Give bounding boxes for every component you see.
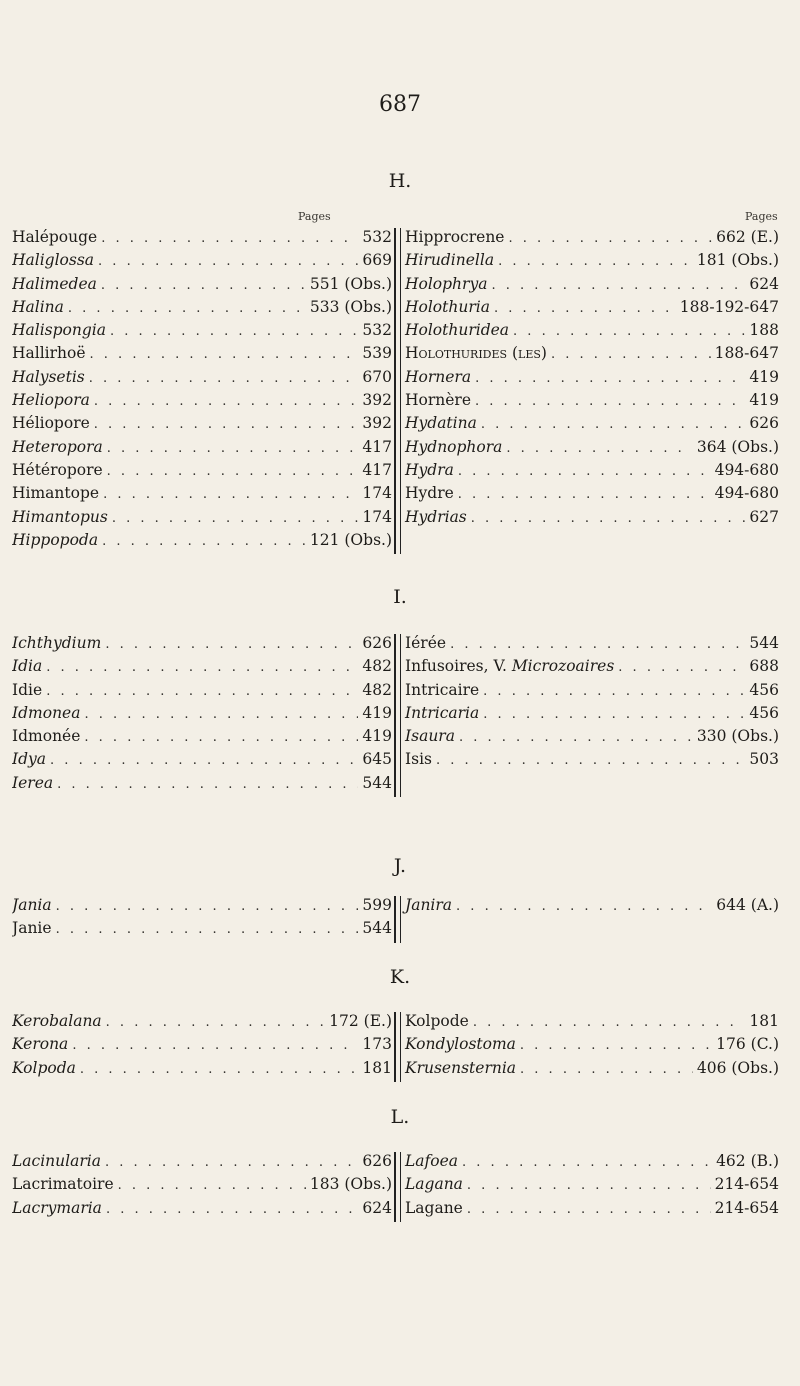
dot-leader xyxy=(508,231,712,246)
entry-term-text: Lafoea xyxy=(405,1152,459,1170)
entry-term-text: Iérée xyxy=(405,634,447,652)
entry-term xyxy=(12,298,64,316)
index-entry xyxy=(401,1035,781,1058)
entry-term-text: Halimedea xyxy=(12,274,97,293)
index-entry xyxy=(401,1199,781,1222)
entry-term-text: Himantope xyxy=(12,484,100,503)
entry-term xyxy=(12,681,42,699)
index-entry xyxy=(401,484,781,507)
page-reference: 181 xyxy=(362,1058,392,1077)
column-head-pages-left: Pages xyxy=(298,210,331,223)
index-entry xyxy=(401,750,781,773)
index-entry xyxy=(401,344,781,367)
page-reference: 662 (E.) xyxy=(716,228,779,246)
entry-term xyxy=(405,508,467,526)
entry-term-text: Hornera xyxy=(405,367,472,386)
index-entry xyxy=(12,484,394,507)
column-head-pages-right: Pages xyxy=(745,210,778,223)
dot-leader xyxy=(475,371,745,386)
entry-term-text: Halysetis xyxy=(12,367,85,386)
entry-term xyxy=(12,251,94,269)
dot-leader xyxy=(475,394,745,409)
dot-leader xyxy=(450,637,745,652)
page-reference: 688 xyxy=(749,657,779,676)
page-reference: 544 xyxy=(362,919,392,938)
dot-leader xyxy=(520,1038,712,1053)
entry-term xyxy=(405,1152,458,1170)
entry-term-text: Hydatina xyxy=(405,414,477,433)
entry-term-text: Halispongia xyxy=(12,321,106,340)
index-entry xyxy=(12,1059,394,1082)
page-reference: 626 xyxy=(749,414,779,433)
index-column-right xyxy=(400,634,781,797)
entry-term-text: Halépouge xyxy=(12,228,98,246)
dot-leader xyxy=(56,899,359,914)
index-entry xyxy=(401,251,781,274)
entry-term-text: Hydrias xyxy=(405,507,467,526)
page-reference: 456 xyxy=(749,703,779,722)
entry-term xyxy=(405,344,547,362)
dot-leader xyxy=(90,347,359,362)
dot-leader xyxy=(105,637,358,652)
entry-term-text: Kondylostoma xyxy=(405,1035,516,1054)
entry-term xyxy=(12,275,97,293)
section-letter-k: K. xyxy=(389,966,411,988)
entry-term-text: Heliopora xyxy=(12,391,90,410)
index-entry xyxy=(401,634,781,657)
entry-term xyxy=(405,298,490,316)
entry-term xyxy=(12,896,52,914)
index-entry xyxy=(401,1152,781,1175)
page-reference: 599 xyxy=(362,896,392,914)
entry-term xyxy=(12,391,90,409)
entry-term xyxy=(405,727,455,745)
index-entry xyxy=(12,368,394,391)
page-reference: 392 xyxy=(362,414,392,433)
page-reference: 176 (C.) xyxy=(716,1035,779,1054)
dot-leader xyxy=(483,707,745,722)
entry-term-text: Jania xyxy=(12,896,52,914)
page-reference: 330 (Obs.) xyxy=(696,727,779,746)
dot-leader xyxy=(118,1178,306,1193)
dot-leader xyxy=(459,730,693,745)
dot-leader xyxy=(80,1062,359,1077)
dot-leader xyxy=(618,660,745,675)
index-entry xyxy=(12,750,394,773)
page-reference: 188-192-647 xyxy=(679,297,779,316)
dot-leader xyxy=(94,417,359,432)
page-number: 687 xyxy=(379,92,421,117)
page-reference: 669 xyxy=(362,251,392,270)
page-reference: 544 xyxy=(749,634,779,652)
entry-term xyxy=(12,414,90,432)
index-entry xyxy=(12,391,394,414)
entry-term xyxy=(12,919,52,937)
entry-term xyxy=(12,657,42,675)
entry-term xyxy=(12,508,108,526)
dot-leader xyxy=(103,487,358,502)
index-column-left xyxy=(12,896,394,943)
entry-term-text: Lagana xyxy=(405,1175,463,1194)
entry-term xyxy=(405,657,614,675)
dot-leader xyxy=(112,511,359,526)
entry-term xyxy=(12,228,97,246)
index-entry xyxy=(401,414,781,437)
dot-leader xyxy=(471,511,746,526)
page-reference: 183 (Obs.) xyxy=(309,1175,392,1194)
entry-term xyxy=(12,1059,76,1077)
index-entry xyxy=(401,321,781,344)
dot-leader xyxy=(68,301,306,316)
index-entry xyxy=(401,275,781,298)
column-divider xyxy=(394,634,396,797)
page-reference: 419 xyxy=(362,703,392,722)
page-reference: 174 xyxy=(362,507,392,526)
dot-leader xyxy=(462,1155,712,1170)
entry-term-text: Isaura xyxy=(405,727,455,746)
entry-term-text: Intricaire xyxy=(405,680,480,699)
page-reference: 627 xyxy=(749,507,779,526)
entry-term xyxy=(12,344,86,362)
page-reference: 364 (Obs.) xyxy=(696,437,779,456)
column-divider xyxy=(394,1152,396,1222)
dot-leader xyxy=(89,371,359,386)
entry-term-text: Kolpoda xyxy=(12,1058,76,1077)
page-reference: 544 xyxy=(362,773,392,792)
dot-leader xyxy=(467,1202,711,1217)
page-reference: 482 xyxy=(362,680,392,699)
index-entry xyxy=(12,228,394,251)
index-entry xyxy=(12,1035,394,1058)
index-entry xyxy=(12,298,394,321)
dot-leader xyxy=(101,231,358,246)
index-column-right xyxy=(400,1152,781,1222)
page-reference: 417 xyxy=(362,460,392,479)
entry-term-text: Himantopus xyxy=(12,507,108,526)
entry-term xyxy=(12,438,103,456)
index-entry xyxy=(401,657,781,680)
dot-leader xyxy=(105,1155,358,1170)
page-reference: 181 (Obs.) xyxy=(696,251,779,270)
index-entry xyxy=(12,321,394,344)
dot-leader xyxy=(506,441,692,456)
dot-leader xyxy=(106,1202,358,1217)
dot-leader xyxy=(456,899,712,914)
index-entry xyxy=(12,634,394,657)
entry-term xyxy=(12,774,53,792)
page-reference: 121 (Obs.) xyxy=(309,530,392,549)
entry-term-text: Haliglossa xyxy=(12,251,95,270)
entry-term-text: Isis xyxy=(405,750,432,769)
index-entry xyxy=(12,919,394,942)
entry-term xyxy=(405,368,471,386)
index-column-right xyxy=(400,228,781,554)
column-divider xyxy=(394,228,396,554)
index-entry xyxy=(401,438,781,461)
entry-term xyxy=(12,704,80,722)
entry-term xyxy=(12,1152,101,1170)
index-entry xyxy=(401,298,781,321)
entry-term xyxy=(12,461,103,479)
entry-term xyxy=(12,750,46,768)
dot-leader xyxy=(467,1178,711,1193)
section-letter-j: J. xyxy=(393,855,407,877)
entry-term-text: Lacinularia xyxy=(12,1152,101,1170)
index-entry xyxy=(401,391,781,414)
dot-leader xyxy=(50,753,358,768)
page-reference: 174 xyxy=(362,484,392,503)
entry-term-text: Hirudinella xyxy=(405,251,495,270)
index-column-left xyxy=(12,1012,394,1082)
dot-leader xyxy=(102,534,306,549)
index-entry xyxy=(401,228,781,251)
entry-term xyxy=(12,484,99,502)
entry-term-text: Hippopoda xyxy=(12,530,99,549)
entry-term-text: Héliopore xyxy=(12,414,90,433)
entry-term-text: Hétéropore xyxy=(12,460,103,479)
index-entry xyxy=(12,414,394,437)
page-reference: 172 (E.) xyxy=(329,1012,392,1030)
page-reference: 626 xyxy=(362,1152,392,1170)
page-reference: 644 (A.) xyxy=(716,896,779,914)
entry-term-crossref: Microzoaires xyxy=(511,657,615,676)
index-entry xyxy=(401,727,781,750)
entry-term xyxy=(405,634,446,652)
entry-term-text: Idia xyxy=(12,657,43,676)
entry-term xyxy=(405,251,494,269)
section-letter-l: L. xyxy=(390,1106,410,1128)
entry-term-text: Idya xyxy=(12,750,47,769)
entry-term xyxy=(405,1035,516,1053)
page-reference: 419 xyxy=(749,391,779,410)
entry-term xyxy=(405,438,502,456)
entry-term-text: Holophrya xyxy=(405,274,488,293)
dot-leader xyxy=(72,1038,358,1053)
dot-leader xyxy=(551,347,711,362)
entry-term-text: Hipprocrene xyxy=(405,228,505,246)
entry-term xyxy=(405,1199,463,1217)
entry-term xyxy=(12,321,106,339)
entry-term-text: Kerona xyxy=(12,1035,69,1054)
section-letter-i: I. xyxy=(393,586,407,608)
entry-term-text: Janie xyxy=(12,919,52,938)
entry-term xyxy=(405,1012,469,1030)
page-reference: 533 (Obs.) xyxy=(309,297,392,316)
index-entry xyxy=(12,1152,394,1175)
index-entry xyxy=(12,251,394,274)
page-reference: 532 xyxy=(362,321,392,340)
entry-term-text: Hydre xyxy=(405,484,454,503)
index-entry xyxy=(12,344,394,367)
column-divider xyxy=(394,1012,396,1082)
entry-term xyxy=(405,275,487,293)
index-entry xyxy=(12,657,394,680)
index-entry xyxy=(12,727,394,750)
page-reference: 624 xyxy=(362,1198,392,1217)
entry-term xyxy=(405,461,454,479)
page-reference: 173 xyxy=(362,1035,392,1054)
page-reference: 494-680 xyxy=(714,460,779,479)
entry-term-text: Hallirhoë xyxy=(12,344,86,363)
entry-term xyxy=(12,1035,68,1053)
entry-term-text: Hydnophora xyxy=(405,437,503,456)
entry-term-text: Holothuridea xyxy=(405,321,510,340)
entry-term xyxy=(12,1175,114,1193)
dot-leader xyxy=(57,777,358,792)
page-reference: 417 xyxy=(362,437,392,456)
page-reference: 462 (B.) xyxy=(716,1152,779,1170)
index-entry xyxy=(12,275,394,298)
entry-term xyxy=(12,368,85,386)
page-reference: 188 xyxy=(749,321,779,340)
entry-term-text: Heteropora xyxy=(12,437,103,456)
entry-term-text: Halina xyxy=(12,297,64,316)
entry-term xyxy=(405,321,509,339)
index-entry xyxy=(12,774,394,797)
page-reference: 503 xyxy=(749,750,779,769)
index-entry xyxy=(401,1175,781,1198)
dot-leader xyxy=(491,278,745,293)
page-reference: 532 xyxy=(362,228,392,246)
dot-leader xyxy=(110,324,358,339)
entry-term-text: Lacrimatoire xyxy=(12,1175,114,1194)
entry-term-text: Kerobalana xyxy=(12,1012,102,1030)
entry-term xyxy=(12,1012,102,1030)
entry-term xyxy=(405,704,479,722)
entry-term-text: Idmonée xyxy=(12,727,81,746)
index-column-left xyxy=(12,1152,394,1222)
index-column-left xyxy=(12,634,394,797)
index-entry xyxy=(12,531,394,554)
entry-term-text: Hornère xyxy=(405,391,471,410)
index-entry xyxy=(12,1012,394,1035)
page-reference: 551 (Obs.) xyxy=(309,274,392,293)
index-column-right xyxy=(400,1012,781,1082)
dot-leader xyxy=(483,684,745,699)
page-reference: 419 xyxy=(362,727,392,746)
dot-leader xyxy=(84,730,358,745)
page-reference: 670 xyxy=(362,367,392,386)
dot-leader xyxy=(84,707,358,722)
page-reference: 214-654 xyxy=(714,1175,779,1194)
page-reference: 626 xyxy=(362,634,392,652)
page-reference: 188-647 xyxy=(714,344,779,363)
index-entry xyxy=(12,896,394,919)
index-entry xyxy=(12,438,394,461)
index-entry xyxy=(401,681,781,704)
page-reference: 645 xyxy=(362,750,392,769)
dot-leader xyxy=(46,660,358,675)
entry-term xyxy=(405,1059,516,1077)
entry-term xyxy=(405,681,479,699)
dot-leader xyxy=(101,278,306,293)
entry-term-text: Holothurides (les) xyxy=(405,344,547,363)
index-entry xyxy=(12,1175,394,1198)
entry-term-text: Infusoires, V. xyxy=(405,657,507,676)
page-reference: 624 xyxy=(749,274,779,293)
entry-term-text: Kolpode xyxy=(405,1012,469,1030)
page-reference: 482 xyxy=(362,657,392,676)
entry-term xyxy=(12,634,101,652)
dot-leader xyxy=(94,394,359,409)
dot-leader xyxy=(513,324,745,339)
page-reference: 214-654 xyxy=(714,1198,779,1217)
entry-term xyxy=(405,484,454,502)
dot-leader xyxy=(106,1015,325,1030)
dot-leader xyxy=(473,1015,746,1030)
page-reference: 406 (Obs.) xyxy=(696,1058,779,1077)
entry-term xyxy=(405,414,477,432)
index-column-right xyxy=(400,896,781,943)
dot-leader xyxy=(56,922,359,937)
entry-term xyxy=(405,1175,463,1193)
column-divider xyxy=(394,896,396,943)
index-entry xyxy=(401,461,781,484)
entry-term-text: Ichthydium xyxy=(12,634,102,652)
entry-term xyxy=(12,531,98,549)
entry-term-text: Lacrymaria xyxy=(12,1198,102,1217)
entry-term-text: Intricaria xyxy=(405,703,480,722)
entry-term-text: Krusensternia xyxy=(405,1058,517,1077)
dot-leader xyxy=(458,487,711,502)
index-entry xyxy=(401,508,781,531)
page-reference: 392 xyxy=(362,391,392,410)
index-entry xyxy=(401,1059,781,1082)
dot-leader xyxy=(98,254,358,269)
entry-term-text: Idmonea xyxy=(12,703,81,722)
index-entry xyxy=(401,368,781,391)
entry-term xyxy=(12,1199,102,1217)
dot-leader xyxy=(107,464,359,479)
page-reference: 181 xyxy=(749,1012,779,1030)
entry-term xyxy=(405,228,504,246)
index-entry xyxy=(12,1199,394,1222)
index-entry xyxy=(401,704,781,727)
dot-leader xyxy=(107,441,359,456)
page-reference: 419 xyxy=(749,367,779,386)
entry-term xyxy=(12,727,80,745)
dot-leader xyxy=(498,254,693,269)
dot-leader xyxy=(46,684,358,699)
dot-leader xyxy=(520,1062,693,1077)
entry-term-text: Holothuria xyxy=(405,297,490,316)
page-reference: 456 xyxy=(749,680,779,699)
entry-term-text: Lagane xyxy=(405,1198,463,1217)
page-reference: 539 xyxy=(362,344,392,363)
index-entry xyxy=(401,1012,781,1035)
section-letter-h: H. xyxy=(388,170,412,192)
dot-leader xyxy=(481,417,746,432)
index-entry xyxy=(12,704,394,727)
entry-term-text: Janira xyxy=(405,896,453,914)
index-entry xyxy=(12,681,394,704)
index-column-left xyxy=(12,228,394,554)
index-entry xyxy=(12,508,394,531)
index-entry xyxy=(401,896,781,919)
entry-term-text: Idie xyxy=(12,680,43,699)
entry-term-text: Ierea xyxy=(12,773,54,792)
entry-term xyxy=(405,391,471,409)
entry-term xyxy=(405,896,452,914)
entry-term-text: Hydra xyxy=(405,460,454,479)
dot-leader xyxy=(458,464,711,479)
page-reference: 494-680 xyxy=(714,484,779,503)
index-entry xyxy=(12,461,394,484)
dot-leader xyxy=(494,301,676,316)
entry-term xyxy=(405,750,432,768)
dot-leader xyxy=(436,753,745,768)
